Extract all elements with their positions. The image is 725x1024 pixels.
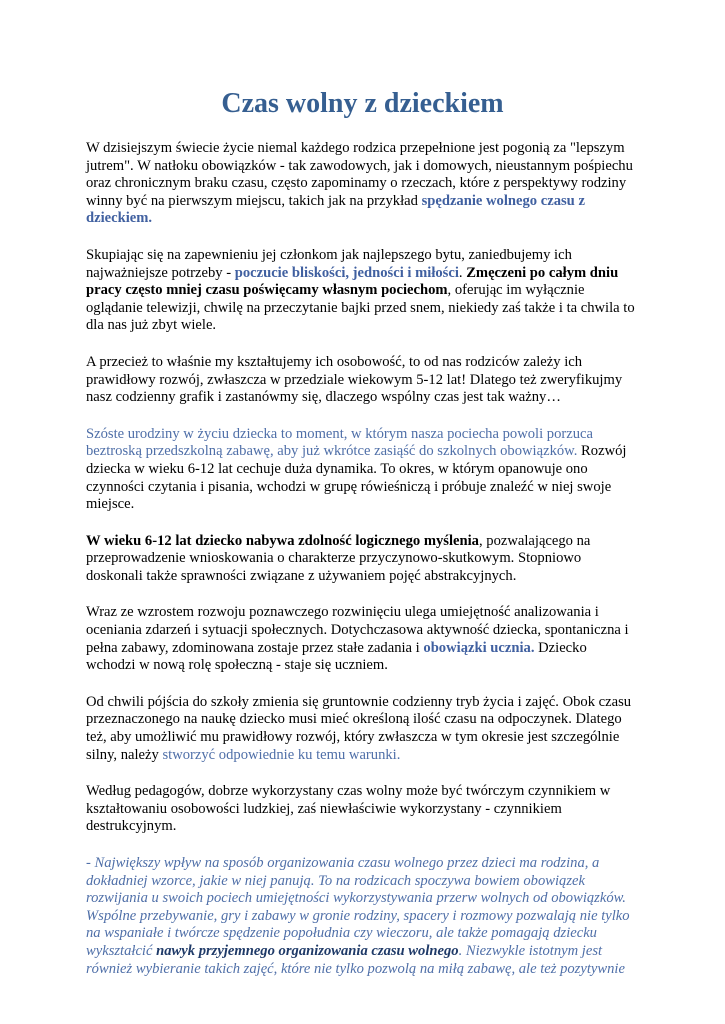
logic-bold: W wieku 6-12 lat dziecko nabywa zdolność logicznego myślenia bbox=[86, 532, 479, 549]
school-text: Od chwili pójścia do szkoły zmienia się gruntownie codzienny tryb życia i zajęć. Obok czasu przeznaczonego na naukę dziecko musi mieć określoną ilość czasu na odpoczynek. Dlatego też, aby umożliwić mu prawidłowy rozwój, który zwłaszcza w tym okresie jest szczególnie silny, należy bbox=[86, 693, 632, 763]
family-bold: nawyk przyjemnego organizowania czasu wolnego bbox=[156, 942, 459, 959]
paragraph-family bbox=[86, 855, 639, 978]
paragraph-school bbox=[86, 694, 639, 764]
paragraph-pedagogues: Według pedagogów, dobrze wykorzystany czas wolny może być twórczym czynnikiem w kształtowaniu osobowości ludzkiej, zaś niewłaściwie wykorzystany - czynnikiem destrukcyjnym. bbox=[86, 783, 611, 835]
needs-highlight: poczucie bliskości, jedności i miłości bbox=[234, 264, 459, 281]
birthday-highlight: Szóste urodziny w życiu dziecka to moment, w którym nasza pociecha powoli porzuca beztroską przedszkolną zabawę, aby już wkrótce zasiąść do szkolnych obowiązków. bbox=[86, 425, 593, 460]
needs-rest: , oferując im wyłącznie oglądanie telewizji, chwilę na przeczytanie bajki przed snem, niekiedy zaś także i ta chwila to dla nas już zbyt wiele. bbox=[86, 282, 635, 334]
paragraph-needs bbox=[86, 247, 639, 335]
logic-text: , pozwalającego na przeprowadzenie wnioskowania o charakterze przyczynowo-skutkowym. Stopniowo doskonali także sprawności związane z używaniem pojęć abstrakcyjnych. bbox=[86, 532, 591, 584]
paragraph-cognitive bbox=[86, 604, 639, 674]
needs-separator: . bbox=[458, 264, 467, 281]
paragraph-logical-thinking bbox=[86, 533, 639, 586]
intro-highlight: spędzanie wolnego czasu z dzieckiem. bbox=[86, 192, 585, 227]
paragraph-personality: A przecież to właśnie my kształtujemy ich osobowość, to od nas rodziców zależy ich prawidłowy rozwój, zwłaszcza w przedziale wiekowym 5-12 lat! Dlatego też zweryfikujmy nasz codzienny grafik i zastanówmy się, dlaczego wspólny czas jest tak ważny… bbox=[86, 353, 623, 406]
paragraph-intro bbox=[86, 140, 639, 228]
family-rest: . Niezwykle istotnym jest również wybieranie takich zajęć, które nie tylko pozwolą na miłą zabawę, ale też pozytywnie bbox=[86, 942, 625, 977]
school-highlight: stworzyć odpowiednie ku temu warunki. bbox=[162, 746, 401, 763]
cognitive-highlight: obowiązki ucznia. bbox=[423, 639, 535, 656]
paragraph-sixth-birthday bbox=[86, 426, 639, 514]
cognitive-text: Wraz ze wzrostem rozwoju poznawczego rozwinięciu ulega umiejętność analizowania i oceniania zdarzeń i sytuacji społecznych. Dotychczasowa aktywność dziecka, spontaniczna i pełna zabawy, zdominowana zostaje przez stałe zadania i bbox=[86, 604, 629, 656]
intro-text: W dzisiejszym świecie życie niemal każdego rodzica przepełnione jest pogonią za "lepszym jutrem". W natłoku obowiązków - tak zawodowych, jak i domowych, nieustannym pośpiechu oraz chronicznym braku czasu, często zapominamy o rzeczach, które z perspektywy rodziny winny być na pierwszym miejscu, takich jak na przykład bbox=[86, 140, 633, 209]
family-text: - Największy wpływ na sposób organizowania czasu wolnego przez dzieci ma rodzina, a dokładniej wzorce, jakie w niej panują. To na rodzicach spoczywa bowiem obowiązek rozwijania u swoich pociech umiejętności wykorzystywania przerw wolnych od obowiązków. Wspólne przebywanie, gry i zabawy w gronie rodziny, spacery i rozmowy pozwalają nie tylko na wspaniałe i twórcze spędzenie popołudnia czy wieczoru, ale także pomagają dziecku wykształcić bbox=[86, 855, 630, 959]
needs-text: Skupiając się na zapewnieniu jej członkom jak najlepszego bytu, zaniedbujemy ich najważniejsze potrzeby - bbox=[86, 246, 572, 281]
cognitive-rest: Dziecko wchodzi w nową rolę społeczną - staje się uczniem. bbox=[86, 639, 587, 674]
birthday-text: Rozwój dziecka w wieku 6-12 lat cechuje duża dynamika. To okres, w którym opanowuje ono czynności czytania i pisania, wchodzi w grupę rówieśniczą i próbuje znaleźć w niej swoje miejsce. bbox=[86, 443, 627, 513]
needs-bold: Zmęczeni po całym dniu pracy często mniej czasu poświęcamy własnym pociechom bbox=[86, 264, 619, 299]
page-title: Czas wolny z dzieckiem bbox=[221, 88, 504, 119]
